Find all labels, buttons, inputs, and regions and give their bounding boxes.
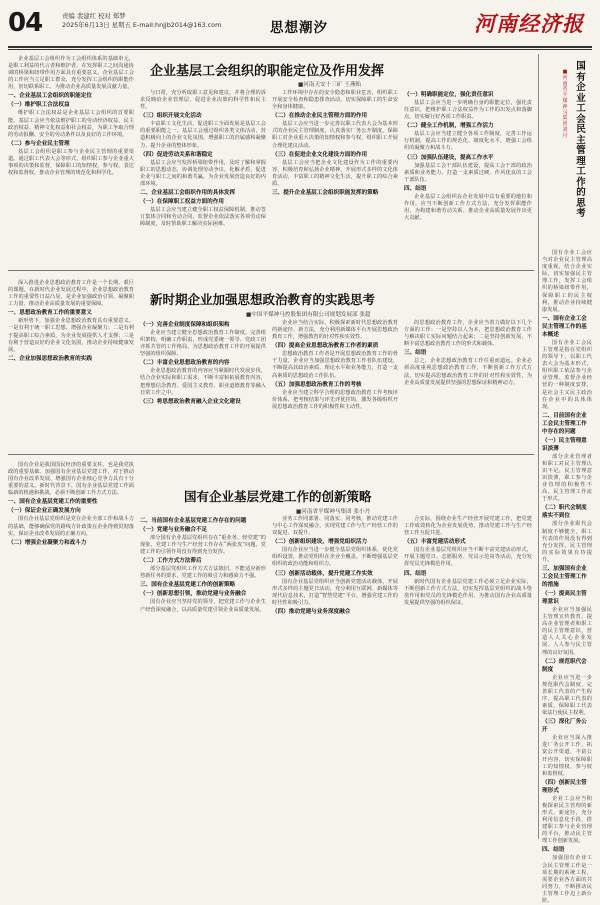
- paragraph: 企业应当建立科学合理的思想政治教育工作考核评价体系，把考核结果与评先评优挂钩，激发各级组织开展思想政治教育工作的积极性和主动性。: [272, 389, 398, 410]
- subheading: （二）健全工作机制，增强工作活力: [404, 123, 494, 130]
- subheading: （三）创新活动载体，提升党建工作实效: [272, 570, 373, 577]
- subheading: 三、结语: [404, 350, 427, 357]
- paragraph: 思想政治教育工作者是开展思想政治教育工作的骨干力量。企业应当加强思想政治教育工作者队伍建设，不断提高其政治素质、理论水平和业务能力，打造一支高素质的思想政治工作队伍。: [272, 351, 398, 379]
- subheading: （二）参与企业民主管理: [8, 140, 70, 147]
- paragraph: 基层工会应当进一步完善以职工代表大会为基本形式的企业民主管理制度，认真落实厂务公开制度，保障职工对企业重大决策的知情权和参与权，组织职工开展合理化建议活动。: [272, 121, 398, 149]
- paragraph: 企业基层工会组织在企业发展中具有重要的地位和作用，应当不断创新工作方式方法，充分发挥职能作用，为构建和谐劳动关系、推动企业高质量发展作出更大贡献。: [404, 193, 532, 222]
- article3-col1: [8, 462, 134, 837]
- divider-1: [8, 270, 534, 271]
- paragraph: 基层工会应当把企业文化建设作为工作的重要内容，积极培育和弘扬企业精神，开展形式多样的文化体育活动，丰富职工的精神文化生活，提升职工的综合素质。: [272, 159, 398, 187]
- paragraph: 企业应当结合实际，积极探索新时代思想政治教育的新途径、新方法，充分利用新媒体平台开展思想政治教育工作，增强教育的针对性和实效性。: [272, 320, 398, 341]
- article3-byline: ■河南省平煤神马集团 张小丹: [296, 509, 371, 515]
- header-rule: [8, 46, 592, 48]
- article1-col1: [8, 56, 134, 266]
- meta-editors: 责编 裴建红 校对 郑梦: [62, 12, 126, 20]
- subheading: 二、企业加强思想政治教育的实践: [8, 355, 92, 362]
- article2-byline: ■中国平煤神马控股集团有限公司规划发展部 张超: [246, 312, 371, 318]
- paragraph: 基层工会应当发挥桥梁纽带作用，及时了解和掌握职工的思想动态，协调处理劳动争议，化解矛盾，促进企业与职工之间的和谐共赢，为企业发展营造良好的内部环境。: [140, 159, 266, 187]
- paragraph: 的思想政治教育工作，企业应当着力做好以下几个方面的工作：一是坚持以人为本，把思想政治教育工作与解决职工实际问题结合起来；二是坚持创新发展，不断丰富思想政治教育工作的形式和载体。: [404, 320, 532, 348]
- paragraph: 业务工作同部署、同落实、同考核，推动党建工作与中心工作深度融合，实现党建工作与生产经营工作的双促进、双提升。: [272, 516, 398, 537]
- paragraph: 企业应当进一步规范职代会制度，完善职工代表的产生程序，提高职工代表的素质，保障职工代表依法行使民主权利。: [542, 674, 592, 717]
- subheading: 一、国有企业基层党建工作的重要性: [8, 499, 98, 506]
- paragraph: 企业基层工会组织作为工会组织体系的基础单元，是职工利益的代言者和维护者，在发挥职工之间沟通协调的桥梁和纽带作用方面具有重要意义。企业基层工会的工作应当立足职工群众，充分发挥工会组织的职能作用，密切联系职工，为推动企业高质量发展贡献力量。: [8, 56, 134, 91]
- subheading: 一、企业基层工会组织的职能定位: [8, 93, 92, 100]
- subheading: （一）明确职能定位，强化责任意识: [404, 92, 494, 98]
- paragraph: 基层工会应当建立健全职工权益保障机制，推动签订集体合同和劳动合同，监督企业依法落实各项劳动保障制度，及时帮助职工解决实际困难。: [140, 207, 266, 228]
- paragraph: 企业应当加强民主管理宣传教育，提高企业管理者和职工的民主管理意识，营造人人关心企业发展、人人参与民主管理的良好氛围。: [542, 607, 592, 656]
- subheading: （三）深化厂务公开: [542, 719, 587, 734]
- paragraph: 新时代国有企业基层党建工作必须立足企业实际，不断创新工作方式方法，切实发挥基层党组织的战斗堡垒作用和党员的先锋模范作用，为推动国有企业高质量发展提供坚强的组织保证。: [404, 578, 532, 606]
- subheading: （三）加强队伍建设，提高工作水平: [404, 154, 494, 161]
- subheading: 四、结语: [404, 185, 427, 192]
- subheading: 四、结语: [404, 570, 427, 577]
- subheading: （二）丰富企业思想政治教育的内容: [140, 360, 230, 367]
- paragraph: 国有企业应当进一步健全基层党组织体系，优化党组织设置，推动党组织在企业全覆盖，不断增强基层党组织的政治功能和组织力。: [272, 547, 398, 568]
- paragraph: 企业思想政治教育的内容应当紧跟时代发展步伐，结合企业实际和职工需求，不断丰富和拓展教育内容，把理想信念教育、爱国主义教育、职业道德教育等融入日常工作之中。: [140, 368, 266, 396]
- paragraph: 部分基层党组织工作方式方法陈旧，不能适应新形势新任务的要求，党建工作的吸引力和感染力不强。: [140, 566, 266, 580]
- article1-col2: [140, 90, 266, 266]
- article1-col3: [272, 90, 398, 266]
- page-number: 04: [8, 8, 43, 38]
- subheading: 二、当前国有企业基层党建工作存在的问题: [140, 518, 247, 524]
- subheading: （五）加强思想政治教育工作的考核: [272, 381, 362, 388]
- paragraph: 部分企业管理者和职工对民主管理认识不足，民主管理意识淡薄，职工参与企业管理的积极性不高，民主管理工作流于形式。: [542, 453, 592, 503]
- sidebar-title: 国 有 企 业 工 会 民 主 管 理 工 作 的 思 考: [576, 61, 586, 219]
- section-title: 思想潮汐: [270, 20, 328, 36]
- article2-col1: [8, 280, 134, 450]
- subheading: （一）完善企业制度保障和组织架构: [140, 322, 230, 328]
- paragraph: 国有企业工会应当对企业民主管理高度重视，结合企业实际，切实加强民主管理工作，发挥工会组织的桥梁纽带作用，保障职工的民主权利，推动企业持续健康发展。: [542, 250, 592, 313]
- article1-title: 企业基层工会组织的职能定位及作用发挥: [150, 64, 385, 79]
- paragraph: 国有企业基层党组织是党在企业全部工作和战斗力的基础，能够确保党的路线方针政策在企业得到贯彻落实，保证企业改革发展的正确方向。: [8, 516, 134, 537]
- subheading: （四）创新民主管理形式: [542, 779, 587, 794]
- article2-col3: [272, 320, 398, 450]
- article1-byline: ■河南天安十三矿 王燕贻: [298, 82, 362, 88]
- paragraph: 新形势下，加强企业思想政治教育具有重要意义。一是有利于统一职工思想，增强企业凝聚力；二是有利于提高职工综合素质，为企业发展提供人才支撑；三是有利于营造良好的企业文化氛围，推动企业持续健康发展。: [8, 318, 134, 353]
- subheading: （一）在保障职工权益方面的作用: [140, 199, 224, 206]
- article3-col3: [272, 516, 398, 837]
- paragraph: 国有企业基层党组织应当不断丰富党建活动形式，开展主题党日、志愿服务、党员示范岗等活动，充分发挥党员先锋模范作用。: [404, 547, 532, 568]
- subheading: 三、加强国有企业工会民主管理工作的措施: [542, 566, 587, 588]
- paragraph: 总之，企业思想政治教育工作任重而道远。企业必须高度重视思想政治教育工作，不断创新工作方式方法，切实提高思想政治教育工作的针对性和实效性，为企业高质量发展提供坚强的思想保证和精神动力。: [404, 358, 532, 386]
- article1-col4: [404, 90, 532, 266]
- subheading: （一）提高民主管理意识: [542, 591, 587, 605]
- meta-date-email: 2025年6月13日 星期五 E-mail:hnjjb2014@163.com: [62, 21, 222, 29]
- subheading: 一、国有企业工会民主管理工作的基本概述: [542, 315, 587, 338]
- sidebar-col1: [542, 250, 592, 904]
- paragraph: 合实际，围绕企业生产经营开展党建工作，把党建工作成效转化为企业发展优势，推动党建工作与生产经营工作互促共进。: [404, 516, 532, 537]
- paragraph: 基层工会组织是职工参与企业民主管理的重要渠道。通过职工代表大会等形式，组织职工参与企业重大事项的决策和监督，保障职工的知情权、参与权、表达权和监督权，推动企业管理的规范化和科学化。: [8, 148, 134, 177]
- paragraph: 深入推进企业思想政治教育工作是一个长期、艰巨的课题。在新时代企业发展过程中，企业思想政治教育工作的重要性日益凸显，是企业加强政治引领、凝聚职工力量、推动企业高质量发展的重要保障。: [8, 280, 134, 308]
- subheading: 三、国有企业基层党建工作的创新策略: [140, 582, 236, 589]
- paragraph: 国有企业基层党组织应当创新党建活动载体，开展形式多样的主题党日活动，充分利用互联网、新媒体等现代信息技术，打造“智慧党建”平台，增强党建工作的时代性和吸引力。: [272, 578, 398, 606]
- subheading: （三）在促进企业文化建设方面的作用: [272, 151, 368, 158]
- paragraph: 企业应当深入推进厂务公开工作，拓宽公开渠道，丰富公开内容，切实保障职工的知情权、参与权和监督权。: [542, 735, 592, 777]
- page-header: [8, 6, 592, 46]
- subheading: （二）规范职代会制度: [542, 658, 587, 673]
- article3-title: 国有企业基层党建工作的创新策略: [184, 489, 372, 504]
- subheading: 三、提升企业基层工会组织职能发挥的策略: [272, 190, 379, 197]
- subheading: 一、思想政治教育工作的重要意义: [8, 310, 92, 317]
- subheading: （二）职代会制度落实不到位: [542, 505, 587, 520]
- newspaper-logo: 河南经济报: [474, 11, 584, 36]
- paragraph: 部分国有企业基层党组织存在“重业务、轻党建”的现象，党建工作与生产经营工作存在“两张皮”问题，党建工作的引领作用没有得到充分发挥。: [140, 535, 266, 556]
- paragraph: 国有企业工会民主管理是指在党组织的领导下，以职工代表大会为基本形式，组织职工依法参与企业管理、监督企业经营的一种制度安排，是社会主义民主政治在企业中的具体体现。: [542, 339, 592, 410]
- sidebar-divider: [538, 54, 539, 839]
- paragraph: 加强国有企业工会民主管理工作是一项长期的系统工程，需要企业各方面的共同努力，不断推动民主管理工作迈上新台阶。: [542, 855, 592, 904]
- page-meta: [62, 12, 221, 30]
- paragraph: 企业应当建立健全思想政治教育工作制度，完善组织架构，明确工作职责，形成党委统一领导、党政工团齐抓共管的工作格局，为思想政治教育工作的开展提供坚强的组织保障。: [140, 330, 266, 358]
- paragraph: 企业工会应当积极探索民主管理的新形式、新途径，充分利用信息化手段，搭建职工参与企业管理的平台，推动民主管理工作创新发展。: [542, 795, 592, 845]
- subheading: （四）提高企业思想政治教育工作者的素质: [272, 343, 379, 350]
- subheading: 二、企业基层工会组织作用的具体发挥: [140, 190, 236, 197]
- subheading: 二、目前国有企业工会民主管理工作中存在的问题: [542, 412, 587, 435]
- paragraph: 工作环境中存在的安全隐患和职业危害，组织职工开展安全检查和隐患排查活动，切实保障职工的生命安全和身体健康。: [272, 90, 398, 111]
- subheading: （二）在推动企业民主管理方面的作用: [272, 113, 368, 120]
- sidebar-gap: [544, 56, 554, 76]
- article2-col2: [140, 320, 266, 450]
- subheading: （一）保证企业正确发展方向: [8, 508, 81, 515]
- subheading: （一）民主管理意识淡薄: [542, 437, 587, 452]
- subheading: （二）工作方式方法滞后: [140, 558, 202, 565]
- article3-col4: [404, 516, 532, 837]
- paragraph: 部分企业职代会制度不够健全，职工代表的作用没有得到充分发挥，民主管理的实际效果有待提升。: [542, 521, 592, 563]
- article3-col2: [140, 516, 266, 837]
- subheading: （二）创新组织建设，增强党组织活力: [272, 539, 368, 546]
- subheading: （一）创新思想引领，推动党建与业务融合: [140, 591, 247, 598]
- subheading: （四）推动党建与业务深度融合: [272, 608, 351, 615]
- paragraph: 维护职工合法权益是企业基层工会组织的首要职能。基层工会应当依法维护职工的劳动经济权益、民主政治权益、精神文化权益和社会权益，为职工争取合理的劳动报酬、安全的劳动条件以及良好的工作环境。: [8, 110, 134, 138]
- article2-title: 新时期企业加强思想政治教育的实践思考: [150, 292, 376, 307]
- article2-col4: [404, 320, 532, 450]
- header-rule-thin: [8, 49, 592, 50]
- subheading: （三）将思想政治教育融入企业文化建设: [140, 398, 241, 405]
- subheading: （三）组织开展文化活动: [140, 113, 202, 120]
- subheading: 四、结语: [542, 847, 565, 854]
- paragraph: 国有企业是我国国民经济的重要支柱，也是我党执政的重要基础。加强国有企业基层党建工作，对于推动国有企业改革发展、增强国有企业核心竞争力具有十分重要的意义。新时代背景下，国有企业基层党建工作面临新的机遇和挑战，必须不断创新工作方式方法。: [8, 462, 134, 497]
- paragraph: 与日常，充分听取职工意见和建议，并将合理的诉求反映给企业管理层，促进企业决策的科学性和民主性。: [140, 90, 266, 111]
- paragraph: 基层工会应当进一步明确自身的职能定位，强化责任意识，把维护职工合法权益作为工作的出发点和落脚点，切实履行好各项工作职责。: [404, 100, 532, 121]
- subheading: （一）党建与业务融合不足: [140, 527, 208, 533]
- paragraph: 国有企业应当坚持党的领导，把党建工作与企业生产经营深度融合，以高质量党建引领企业高质量发展。: [140, 599, 266, 613]
- paragraph: 丰富职工文化生活，促进职工全面发展是基层工会的重要职能之一。基层工会通过组织各类文体活动，营造积极向上的企业文化氛围，增强职工的归属感和凝聚力，提升企业的整体形象。: [140, 121, 266, 149]
- sidebar-byline: ■ 河 南 省 平 煤 神 马 集 团 刘 丹: [562, 69, 568, 139]
- paragraph: 基层工会应当建立健全各项工作制度，完善工作运行机制，提高工作的规范化、制度化水平，增强工会组织的凝聚力和战斗力。: [404, 131, 532, 152]
- paragraph: 加强基层工会干部队伍建设，提高工会干部的政治素质和业务能力，打造一支素质过硬、作风优良的工会干部队伍。: [404, 162, 532, 183]
- subheading: （五）丰富党建活动形式: [404, 539, 466, 546]
- subheading: （一）维护职工合法权益: [8, 102, 70, 109]
- subheading: （二）增强企业凝聚力和战斗力: [8, 539, 87, 546]
- divider-2: [8, 454, 534, 455]
- subheading: （四）促进劳动关系和谐稳定: [140, 151, 213, 158]
